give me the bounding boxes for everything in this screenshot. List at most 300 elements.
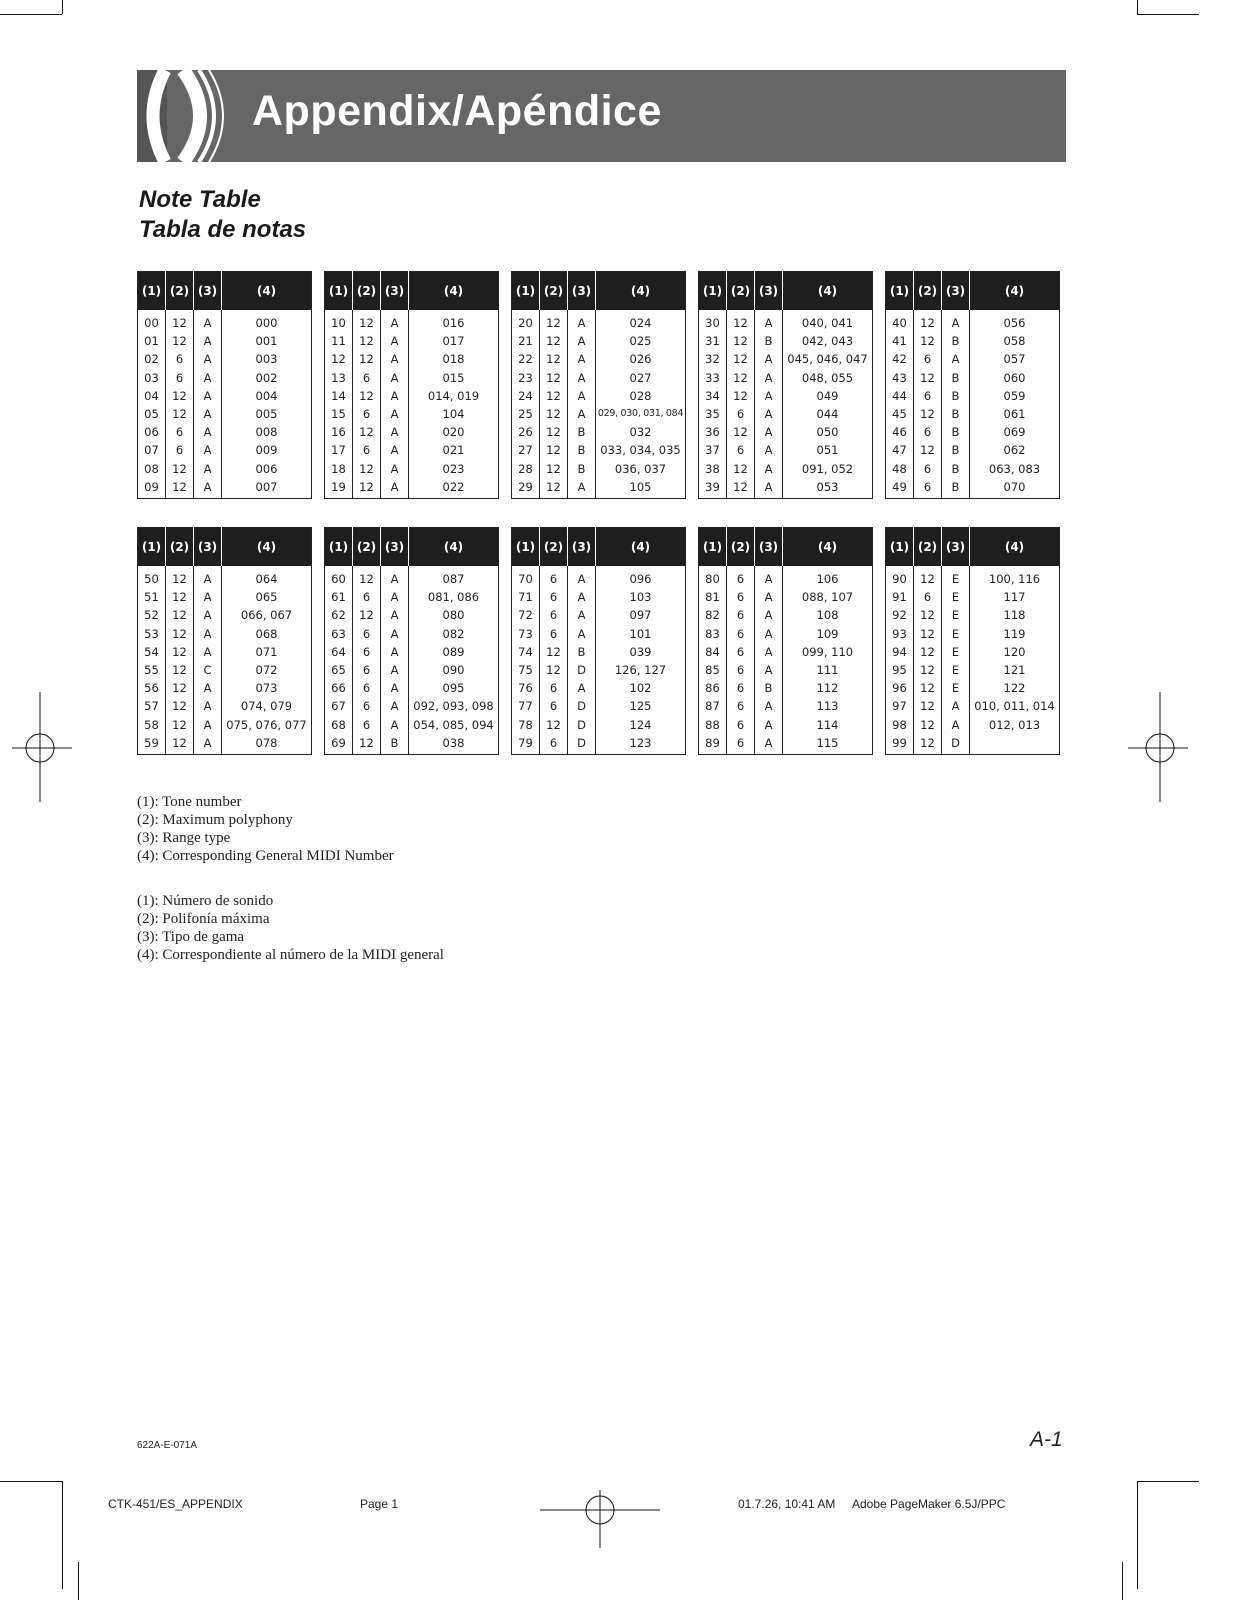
table-cell: A	[381, 332, 409, 350]
table-cell: B	[942, 423, 970, 441]
table-cell: A	[942, 310, 970, 332]
table-row	[325, 625, 499, 643]
table-cell: 12	[914, 332, 942, 350]
table-cell: 114	[816, 717, 839, 732]
table-row	[699, 350, 873, 368]
table-row	[512, 441, 686, 459]
table-cell: A	[381, 369, 409, 387]
table-cell: 066, 067	[240, 608, 293, 623]
table-cell: 94	[886, 643, 914, 661]
table-cell: 6	[727, 405, 755, 423]
table-cell: 71	[512, 588, 540, 606]
registration-mark-bottom	[540, 1490, 660, 1548]
table-row	[886, 661, 1060, 679]
column-header: (2)	[914, 528, 942, 567]
table-cell: 12	[166, 588, 194, 606]
table-row	[325, 332, 499, 350]
table-row	[325, 310, 499, 332]
table-row	[325, 679, 499, 697]
table-cell: 12	[727, 350, 755, 368]
table-cell: A	[755, 716, 783, 734]
column-header: (3)	[755, 272, 783, 311]
table-cell: 56	[138, 679, 166, 697]
table-cell: 62	[325, 606, 353, 624]
table-cell: A	[381, 643, 409, 661]
column-header: (4)	[222, 528, 312, 567]
table-cell: A	[568, 566, 596, 588]
table-cell: A	[755, 369, 783, 387]
column-header: (2)	[353, 528, 381, 567]
table-cell: A	[568, 405, 596, 423]
table-cell: 12	[166, 566, 194, 588]
table-cell: 48	[886, 460, 914, 478]
table-cell: 082	[442, 626, 465, 641]
table-cell: 6	[166, 423, 194, 441]
table-cell: D	[568, 661, 596, 679]
table-cell: 125	[629, 699, 652, 714]
table-cell: 65	[325, 661, 353, 679]
table-cell: 072	[255, 663, 278, 678]
table-cell: B	[755, 679, 783, 697]
table-cell: 022	[442, 479, 465, 494]
table-cell: 81	[699, 588, 727, 606]
table-cell: A	[755, 405, 783, 423]
table-cell: 091, 052	[801, 461, 854, 476]
table-cell: 05	[138, 405, 166, 423]
table-cell: 124	[629, 717, 652, 732]
table-cell: A	[755, 310, 783, 332]
table-cell: 00	[138, 310, 166, 332]
table-cell: 20	[512, 310, 540, 332]
column-header: (1)	[886, 272, 914, 311]
table-cell: 29	[512, 478, 540, 499]
table-cell: D	[568, 734, 596, 755]
table-cell: 36	[699, 423, 727, 441]
table-cell: 64	[325, 643, 353, 661]
section-title-es: Tabla de notas	[139, 216, 307, 243]
table-row	[512, 310, 686, 332]
legend-item: (2): Maximum polyphony	[137, 812, 293, 828]
table-row	[699, 606, 873, 624]
table-cell: 12	[166, 625, 194, 643]
table-cell: 12	[914, 679, 942, 697]
table-cell: 12	[727, 460, 755, 478]
table-cell: B	[568, 643, 596, 661]
table-row	[699, 423, 873, 441]
table-cell: 6	[727, 697, 755, 715]
table-cell: 12	[540, 716, 568, 734]
table-cell: 089	[442, 644, 465, 659]
column-header: (3)	[194, 528, 222, 567]
table-cell: 6	[727, 661, 755, 679]
table-cell: 6	[727, 643, 755, 661]
table-cell: A	[568, 625, 596, 643]
table-cell: 026	[629, 352, 652, 367]
table-cell: 045, 046, 047	[787, 352, 868, 367]
table-row	[512, 661, 686, 679]
table-cell: 31	[699, 332, 727, 350]
table-cell: 58	[138, 716, 166, 734]
table-cell: 13	[325, 369, 353, 387]
table-row	[886, 716, 1060, 734]
table-cell: 6	[353, 716, 381, 734]
table-cell: 070	[1003, 479, 1026, 494]
table-cell: 108	[816, 608, 839, 623]
table-cell: A	[194, 387, 222, 405]
table-cell: 17	[325, 441, 353, 459]
table-cell: D	[568, 697, 596, 715]
table-row	[699, 310, 873, 332]
table-cell: A	[194, 350, 222, 368]
table-cell: A	[381, 423, 409, 441]
table-row	[325, 387, 499, 405]
table-cell: 74	[512, 643, 540, 661]
table-cell: 07	[138, 441, 166, 459]
table-cell: A	[755, 460, 783, 478]
table-cell: 6	[914, 423, 942, 441]
table-row	[512, 588, 686, 606]
table-cell: 12	[914, 716, 942, 734]
table-cell: B	[942, 441, 970, 459]
column-header: (2)	[727, 272, 755, 311]
table-cell: 12	[353, 387, 381, 405]
table-row	[512, 387, 686, 405]
column-header: (1)	[325, 528, 353, 567]
table-cell: 68	[325, 716, 353, 734]
table-row	[138, 310, 312, 332]
table-cell: B	[568, 460, 596, 478]
column-header: (4)	[970, 272, 1060, 311]
table-row	[699, 405, 873, 423]
table-row	[512, 369, 686, 387]
column-header: (4)	[409, 272, 499, 311]
table-cell: A	[568, 478, 596, 499]
table-cell: A	[755, 566, 783, 588]
table-cell: 004	[255, 388, 278, 403]
table-cell: 039	[629, 644, 652, 659]
table-cell: A	[381, 460, 409, 478]
table-cell: 062	[1003, 443, 1026, 458]
table-cell: 105	[629, 479, 652, 494]
table-cell: A	[755, 441, 783, 459]
table-row	[138, 566, 312, 588]
note-table	[698, 271, 873, 499]
table-cell: 6	[353, 588, 381, 606]
table-cell: 47	[886, 441, 914, 459]
table-cell: 12	[540, 332, 568, 350]
table-cell: 042, 043	[801, 334, 854, 349]
table-row	[138, 460, 312, 478]
slug-page: Page 1	[360, 1497, 399, 1511]
table-row	[138, 405, 312, 423]
table-row	[325, 460, 499, 478]
table-row	[138, 697, 312, 715]
table-cell: A	[381, 606, 409, 624]
table-row	[325, 716, 499, 734]
table-cell: 6	[540, 625, 568, 643]
table-cell: 97	[886, 697, 914, 715]
table-row	[699, 478, 873, 499]
table-cell: A	[755, 606, 783, 624]
table-cell: 12	[540, 478, 568, 499]
table-cell: 16	[325, 423, 353, 441]
table-row	[699, 387, 873, 405]
table-row	[886, 643, 1060, 661]
table-cell: 088, 107	[801, 590, 854, 605]
table-cell: A	[194, 478, 222, 499]
table-cell: A	[568, 310, 596, 332]
table-cell: 11	[325, 332, 353, 350]
table-cell: 12	[540, 441, 568, 459]
table-cell: 02	[138, 350, 166, 368]
table-cell: A	[755, 734, 783, 755]
table-row	[138, 423, 312, 441]
table-cell: 12	[166, 478, 194, 499]
table-cell: 074, 079	[240, 699, 293, 714]
table-cell: A	[194, 734, 222, 755]
table-row	[325, 734, 499, 755]
table-row	[512, 566, 686, 588]
table-row	[138, 478, 312, 499]
table-cell: 12	[727, 387, 755, 405]
table-cell: 6	[914, 460, 942, 478]
table-cell: A	[755, 661, 783, 679]
column-header: (1)	[886, 528, 914, 567]
table-cell: 03	[138, 369, 166, 387]
table-cell: 12	[166, 310, 194, 332]
table-cell: A	[194, 566, 222, 588]
table-cell: 6	[727, 734, 755, 755]
table-cell: 036, 037	[614, 461, 667, 476]
table-row	[325, 350, 499, 368]
table-cell: 029, 030, 031, 084	[597, 408, 684, 420]
table-cell: 010, 011, 014	[974, 699, 1055, 714]
table-cell: 12	[727, 423, 755, 441]
table-cell: 6	[540, 606, 568, 624]
table-cell: 6	[540, 734, 568, 755]
table-cell: 101	[629, 626, 652, 641]
table-cell: 6	[727, 441, 755, 459]
registration-mark-right	[1128, 692, 1188, 802]
note-table	[698, 527, 873, 755]
table-cell: A	[381, 350, 409, 368]
table-cell: 12	[914, 310, 942, 332]
table-cell: A	[381, 405, 409, 423]
slug-date: 01.7.26, 10:41 AM	[738, 1497, 836, 1511]
table-cell: 72	[512, 606, 540, 624]
column-header: (3)	[194, 272, 222, 311]
table-cell: A	[194, 625, 222, 643]
table-cell: A	[568, 350, 596, 368]
table-cell: 18	[325, 460, 353, 478]
table-cell: 048, 055	[801, 370, 854, 385]
table-cell: C	[194, 661, 222, 679]
table-row	[512, 734, 686, 755]
table-cell: 32	[699, 350, 727, 368]
table-cell: 12	[914, 625, 942, 643]
table-cell: 12	[727, 332, 755, 350]
table-cell: 015	[442, 370, 465, 385]
table-cell: 065	[255, 590, 278, 605]
table-cell: B	[942, 332, 970, 350]
table-cell: 120	[1003, 644, 1026, 659]
table-cell: 01	[138, 332, 166, 350]
table-cell: 099, 110	[801, 644, 854, 659]
table-cell: 033, 034, 035	[600, 443, 681, 458]
table-row	[325, 369, 499, 387]
table-row	[138, 661, 312, 679]
table-cell: 12	[166, 405, 194, 423]
table-cell: 096	[629, 572, 652, 587]
table-row	[699, 369, 873, 387]
table-row	[325, 566, 499, 588]
table-row	[512, 350, 686, 368]
column-header: (3)	[381, 272, 409, 311]
table-cell: 75	[512, 661, 540, 679]
table-cell: 22	[512, 350, 540, 368]
table-row	[138, 716, 312, 734]
table-cell: 6	[727, 566, 755, 588]
table-row	[886, 441, 1060, 459]
table-cell: 12	[166, 460, 194, 478]
table-cell: 002	[255, 370, 278, 385]
column-header: (1)	[699, 272, 727, 311]
table-cell: 87	[699, 697, 727, 715]
table-row	[512, 606, 686, 624]
table-cell: 12	[914, 441, 942, 459]
table-cell: 6	[540, 679, 568, 697]
table-cell: 038	[442, 735, 465, 750]
legend-item: (1): Tone number	[137, 794, 242, 810]
column-header: (2)	[540, 528, 568, 567]
table-cell: 70	[512, 566, 540, 588]
table-cell: 009	[255, 443, 278, 458]
table-cell: 21	[512, 332, 540, 350]
column-header: (2)	[353, 272, 381, 311]
bracket-arcs-icon	[137, 70, 247, 162]
column-header: (3)	[755, 528, 783, 567]
table-cell: 017	[442, 334, 465, 349]
table-cell: 6	[727, 716, 755, 734]
table-cell: 42	[886, 350, 914, 368]
table-cell: 39	[699, 478, 727, 499]
table-cell: 012, 013	[988, 717, 1041, 732]
table-cell: 090	[442, 663, 465, 678]
table-cell: 26	[512, 423, 540, 441]
note-table	[511, 527, 686, 755]
table-cell: 84	[699, 643, 727, 661]
table-cell: 08	[138, 460, 166, 478]
table-cell: 032	[629, 425, 652, 440]
table-cell: 12	[540, 387, 568, 405]
table-cell: 112	[816, 681, 839, 696]
table-cell: 12	[353, 310, 381, 332]
table-cell: 82	[699, 606, 727, 624]
table-row	[138, 588, 312, 606]
table-cell: A	[194, 679, 222, 697]
table-cell: 014, 019	[427, 388, 480, 403]
table-cell: 12	[353, 566, 381, 588]
table-cell: A	[194, 716, 222, 734]
table-row	[699, 643, 873, 661]
table-cell: 058	[1003, 334, 1026, 349]
table-cell: 80	[699, 566, 727, 588]
table-cell: 61	[325, 588, 353, 606]
table-cell: 12	[353, 332, 381, 350]
table-row	[325, 478, 499, 499]
table-cell: 12	[914, 566, 942, 588]
table-cell: A	[568, 387, 596, 405]
document-code: 622A-E-071A	[137, 1440, 198, 1451]
table-cell: A	[381, 625, 409, 643]
table-cell: 95	[886, 661, 914, 679]
table-cell: A	[194, 332, 222, 350]
table-cell: 6	[353, 441, 381, 459]
table-cell: A	[381, 679, 409, 697]
table-cell: 075, 076, 077	[226, 717, 307, 732]
table-cell: 118	[1003, 608, 1026, 623]
table-row	[512, 716, 686, 734]
table-cell: A	[381, 716, 409, 734]
table-cell: 060	[1003, 370, 1026, 385]
table-cell: B	[381, 734, 409, 755]
table-row	[325, 697, 499, 715]
appendix-banner	[137, 70, 1066, 162]
table-row	[512, 423, 686, 441]
table-cell: 46	[886, 423, 914, 441]
table-cell: 6	[353, 679, 381, 697]
table-cell: 60	[325, 566, 353, 588]
table-cell: 057	[1003, 352, 1026, 367]
table-cell: 12	[166, 332, 194, 350]
table-cell: 12	[914, 697, 942, 715]
table-cell: 12	[166, 679, 194, 697]
table-cell: 122	[1003, 681, 1026, 696]
table-cell: E	[942, 679, 970, 697]
table-cell: A	[755, 643, 783, 661]
table-cell: 63	[325, 625, 353, 643]
table-cell: A	[755, 423, 783, 441]
table-cell: 86	[699, 679, 727, 697]
table-cell: 126, 127	[614, 663, 667, 678]
table-cell: 113	[816, 699, 839, 714]
page-number: A-1	[1030, 1428, 1063, 1451]
table-cell: 001	[255, 334, 278, 349]
table-cell: 025	[629, 334, 652, 349]
table-cell: 6	[540, 588, 568, 606]
table-row	[886, 369, 1060, 387]
table-cell: 12	[353, 460, 381, 478]
table-cell: 12	[353, 350, 381, 368]
table-cell: 056	[1003, 316, 1026, 331]
table-row	[699, 460, 873, 478]
table-cell: 44	[886, 387, 914, 405]
table-cell: 91	[886, 588, 914, 606]
legend-item: (3): Range type	[137, 830, 231, 846]
table-cell: 04	[138, 387, 166, 405]
table-cell: 6	[914, 350, 942, 368]
table-cell: A	[755, 588, 783, 606]
table-cell: 54	[138, 643, 166, 661]
table-cell: E	[942, 588, 970, 606]
table-cell: 12	[166, 697, 194, 715]
legend-item: (2): Polifonía máxima	[137, 911, 270, 927]
table-cell: 12	[325, 350, 353, 368]
column-header: (1)	[138, 528, 166, 567]
table-cell: 027	[629, 370, 652, 385]
table-cell: 6	[166, 369, 194, 387]
table-cell: 12	[914, 606, 942, 624]
